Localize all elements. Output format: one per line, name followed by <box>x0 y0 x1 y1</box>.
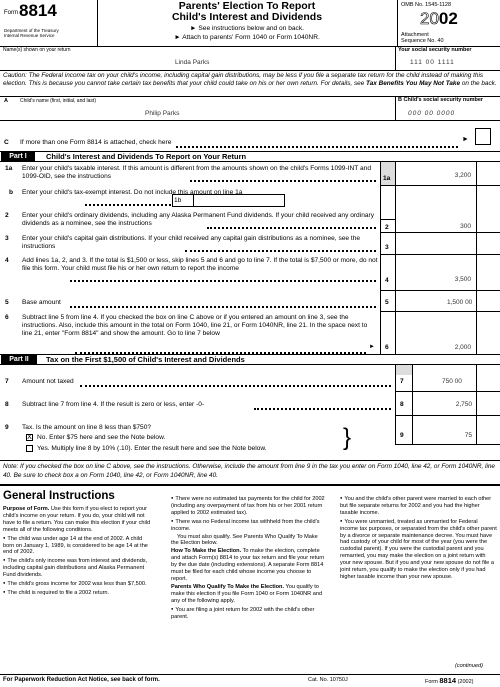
condition-unmarried: ● You were unmarried, treated as unmarried for Federal income tax purposes, or separated from the child's other parent by a divorce or separate maintenance decree. You must have had custody of your child for most of the year (you were the custodial parent). If you were the custodial parent and you remarried, you may make the election on a joint return with your new spouse. But if you and your new spouse do not file a joint return, you qualify to make the election only if you had higher taxable income than your new spouse. <box>340 518 497 581</box>
purpose-heading: Purpose of Form. <box>3 506 50 512</box>
form-title-line2: Child's Interest and Dividends <box>171 11 323 23</box>
instructions-note: ► See instructions below and on back. <box>190 25 304 32</box>
child-ssn-label: B Child's social security number <box>398 97 484 103</box>
condition-estimated: ● There were no estimated tax payments for the child for 2002 (including any overpayment of tax from his or her 2001 return applied to 2002 estimated tax). <box>171 495 326 517</box>
child-ssn-value[interactable]: 000 00 0000 <box>408 110 456 117</box>
line-7-text: Amount not taxed <box>22 378 74 385</box>
department-label: Department of the Treasury <box>4 28 59 33</box>
line-2-box-label: 2 <box>385 224 389 231</box>
line-1a-value[interactable]: 3,200 <box>454 172 471 179</box>
line-2-number: 2 <box>5 212 9 219</box>
parents-qualify-text: You qualify to make this election if you file Form 1040 or Form 1040NR and any of the following apply. <box>171 583 323 604</box>
parents-qualify-heading: Parents Who Qualify To Make the Election. <box>171 583 285 590</box>
parent-name-label: Name(s) shown on your return <box>3 47 71 53</box>
parent-ssn-value[interactable]: 111 00 1111 <box>410 59 455 66</box>
line-9-box-label: 9 <box>400 432 404 439</box>
line-3-number: 3 <box>5 235 9 242</box>
line-8-value[interactable]: 2,750 <box>455 401 472 408</box>
how-to-heading: How To Make the Election. <box>171 548 242 555</box>
caution-text <box>3 72 497 88</box>
condition-age: ● The child was under age 14 at the end of 2002. A child born on January 1, 1989, is considered to be age 14 at the end of 2002. <box>3 535 153 557</box>
line-4-text: Add lines 1a, 2, and 3. If the total is $1,500 or less, skip lines 5 and 6 and go to line 7. If the total is $7,500 or more, do not file this form. Your child must file his or her own return to report the income <box>22 257 378 272</box>
line-3-text: Enter your child's capital gain distributions. If your child received any capital gain distributions as a nominee, see the instructions <box>22 235 361 250</box>
part1-tag: Part I <box>1 152 35 161</box>
line-2-text: Enter your child's ordinary dividends, including any Alaska Permanent Fund dividends. If your child received any ordinary dividends as a nominee, see the instructions <box>22 212 375 227</box>
line-6-box-label: 6 <box>385 344 389 351</box>
line-c-arrow-icon: ► <box>462 136 469 143</box>
tax-year-prefix: 20 <box>420 9 439 28</box>
omb-number: OMB No. 1545-1128 <box>401 2 452 8</box>
line-7-value[interactable]: 750 00 <box>442 378 462 385</box>
caution-body: Caution: The Federal income tax on your child's income, including capital gain distributions, may be less if you file a separate tax return for the child instead of making this election. This is because you cannot take certain tax benefits that your child could take on his or her own return. For details, see <box>3 72 484 87</box>
attach-note: ► Attach to parents' Form 1040 or Form 1040NR. <box>174 34 320 41</box>
line-9-number: 9 <box>5 424 9 431</box>
part1-title: Child's Interest and Dividends To Report on Your Return <box>46 152 247 161</box>
line-9-no-checkbox[interactable]: X <box>27 434 32 441</box>
line-8-number: 8 <box>5 401 9 408</box>
line-7-number: 7 <box>5 378 9 385</box>
form-title-line1: Parents' Election To Report <box>178 0 316 12</box>
line-4-value[interactable]: 3,500 <box>454 276 471 283</box>
line-1b-number: b <box>9 189 14 196</box>
line-c-text: If more than one Form 8814 is attached, check here <box>20 139 172 146</box>
caution-bold: Tax Benefits You May Not Take <box>366 79 461 87</box>
continued-label: (continued) <box>455 663 483 669</box>
line-c-checkbox[interactable] <box>475 128 491 145</box>
tax-year <box>420 9 458 29</box>
must-qualify-text: You must also qualify. See Parents Who Qualify To Make the Election below. <box>171 533 318 547</box>
irs-label: Internal Revenue Service <box>4 33 55 38</box>
instructions-column-3 <box>340 495 497 582</box>
line-1b-box[interactable] <box>172 194 285 207</box>
line-9-brace-icon: } <box>343 424 352 451</box>
line-8-box-label: 8 <box>400 401 404 408</box>
line-1b-box-label: 1b <box>174 197 182 204</box>
footer-form-number: 8814 <box>439 676 457 685</box>
line-4-number: 4 <box>5 257 9 264</box>
line-7-box-label: 7 <box>400 378 404 385</box>
line-a-letter: A <box>4 98 8 104</box>
condition-file: ● The child is required to file a 2002 return. <box>3 589 153 597</box>
line-9-text: Tax. Is the amount on line 8 less than $750? <box>22 424 152 431</box>
line-4-box-label: 4 <box>385 277 389 284</box>
line-1a-box-label: 1a <box>383 175 391 182</box>
footer-form-id <box>425 676 474 685</box>
instructions-column-2 <box>171 495 326 621</box>
line-8-text: Subtract line 7 from line 4. If the result is zero or less, enter -0- <box>22 401 205 408</box>
paperwork-notice: For Paperwork Reduction Act Notice, see back of form. <box>3 677 160 683</box>
condition-income: ● The child's only income was from interest and dividends, including capital gain distributions and Alaska Permanent Fund dividends. <box>3 557 153 579</box>
line-9-no-text: No. Enter $75 here and see the Note below. <box>37 434 166 441</box>
line-6-value[interactable]: 2,000 <box>454 344 471 351</box>
part2-right-shade <box>396 365 412 375</box>
attachment-label: Attachment <box>401 32 429 38</box>
line-9-value[interactable]: 75 <box>464 432 472 439</box>
instructions-column-1 <box>3 506 153 598</box>
line-5-value[interactable]: 1,500 00 <box>447 299 473 306</box>
line-5-text: Base amount <box>22 299 61 306</box>
line-6-arrow-icon: ► <box>369 344 375 350</box>
form-number: 8814 <box>19 1 57 20</box>
line-1b-text: Enter your child's tax-exempt interest. Do not include this amount on line 1a <box>22 189 243 196</box>
line-5-number: 5 <box>5 299 9 306</box>
sequence-number: Sequence No. 40 <box>401 38 444 44</box>
how-to-text: To make the election, complete and attach Form(s) 8814 to your tax return and file your return by the due date (including extensions). A separate Form 8814 must be filed for each child whose income you choose to report. <box>171 548 325 582</box>
condition-joint: ● You are filing a joint return for 2002 with the child's other parent. <box>171 606 326 621</box>
line-6-number: 6 <box>5 314 9 321</box>
part2-tag: Part II <box>1 355 37 364</box>
line-6-text: Subtract line 5 from line 4. If you checked the box on line C above or if you entered an amount on line 3, see the instructions. Also, include this amount in the total on Form 1040, line 21, or Form 1040NR, line 21. In the space next to line 21, enter "Form 8814" and show the amount. Go to line 7 below <box>22 314 368 337</box>
ssn-label: Your social security number <box>398 47 472 53</box>
line-1a-number: 1a <box>5 165 13 172</box>
line-3-box-label: 3 <box>385 244 389 251</box>
tax-year-suffix: 02 <box>438 9 458 28</box>
caution-end: on the back. <box>460 79 497 87</box>
part2-title: Tax on the First $1,500 of Child's Interest and Dividends <box>46 355 245 364</box>
catalog-number: Cat. No. 10750J <box>308 677 348 683</box>
line-2-value[interactable]: 300 <box>460 223 471 230</box>
purpose-text: Use this form if you elect to report your child's income on your return. If you do, your child will not have to file a return. You can make this election if your child meets all of the following conditions. <box>3 506 151 533</box>
line-c-letter: C <box>4 139 9 146</box>
footer-form-year: (2002) <box>457 679 474 685</box>
form-label: Form <box>4 10 18 16</box>
parent-name-value[interactable]: Linda Parks <box>175 59 210 66</box>
child-name-label: Child's name (first, initial, and last) <box>20 98 96 104</box>
condition-gross: ● The child's gross income for 2002 was less than $7,500. <box>3 580 153 588</box>
child-name-value[interactable]: Philip Parks <box>145 110 180 117</box>
note-text: Note: If you checked the box on line C above, see the instructions. Otherwise, include the amount from line 9 in the tax you enter on Form 1040, line 42, or Form 1040NR, line 40. Be sure to check box a on Form 1040, line 42, or Form 1040NR, line 40. <box>3 463 495 479</box>
footer-form-word: Form <box>425 679 438 685</box>
condition-withheld: ● There was no Federal income tax withheld from the child's income. <box>171 518 326 533</box>
line-9-yes-checkbox[interactable] <box>26 445 33 452</box>
line-1a-text: Enter your child's taxable interest. If this amount is different from the amounts shown on the child's Forms 1099-INT and 1099-OID, see the instructions <box>22 165 371 180</box>
general-instructions-heading: General Instructions <box>3 490 115 502</box>
condition-married-separate: ● You and the child's other parent were married to each other but file separate returns for 2002 and you had the higher taxable income. <box>340 495 497 517</box>
line-5-box-label: 5 <box>385 299 389 306</box>
line-9-yes-text: Yes. Multiply line 8 by 10% (.10). Enter the result here and see the Note below. <box>37 445 267 452</box>
